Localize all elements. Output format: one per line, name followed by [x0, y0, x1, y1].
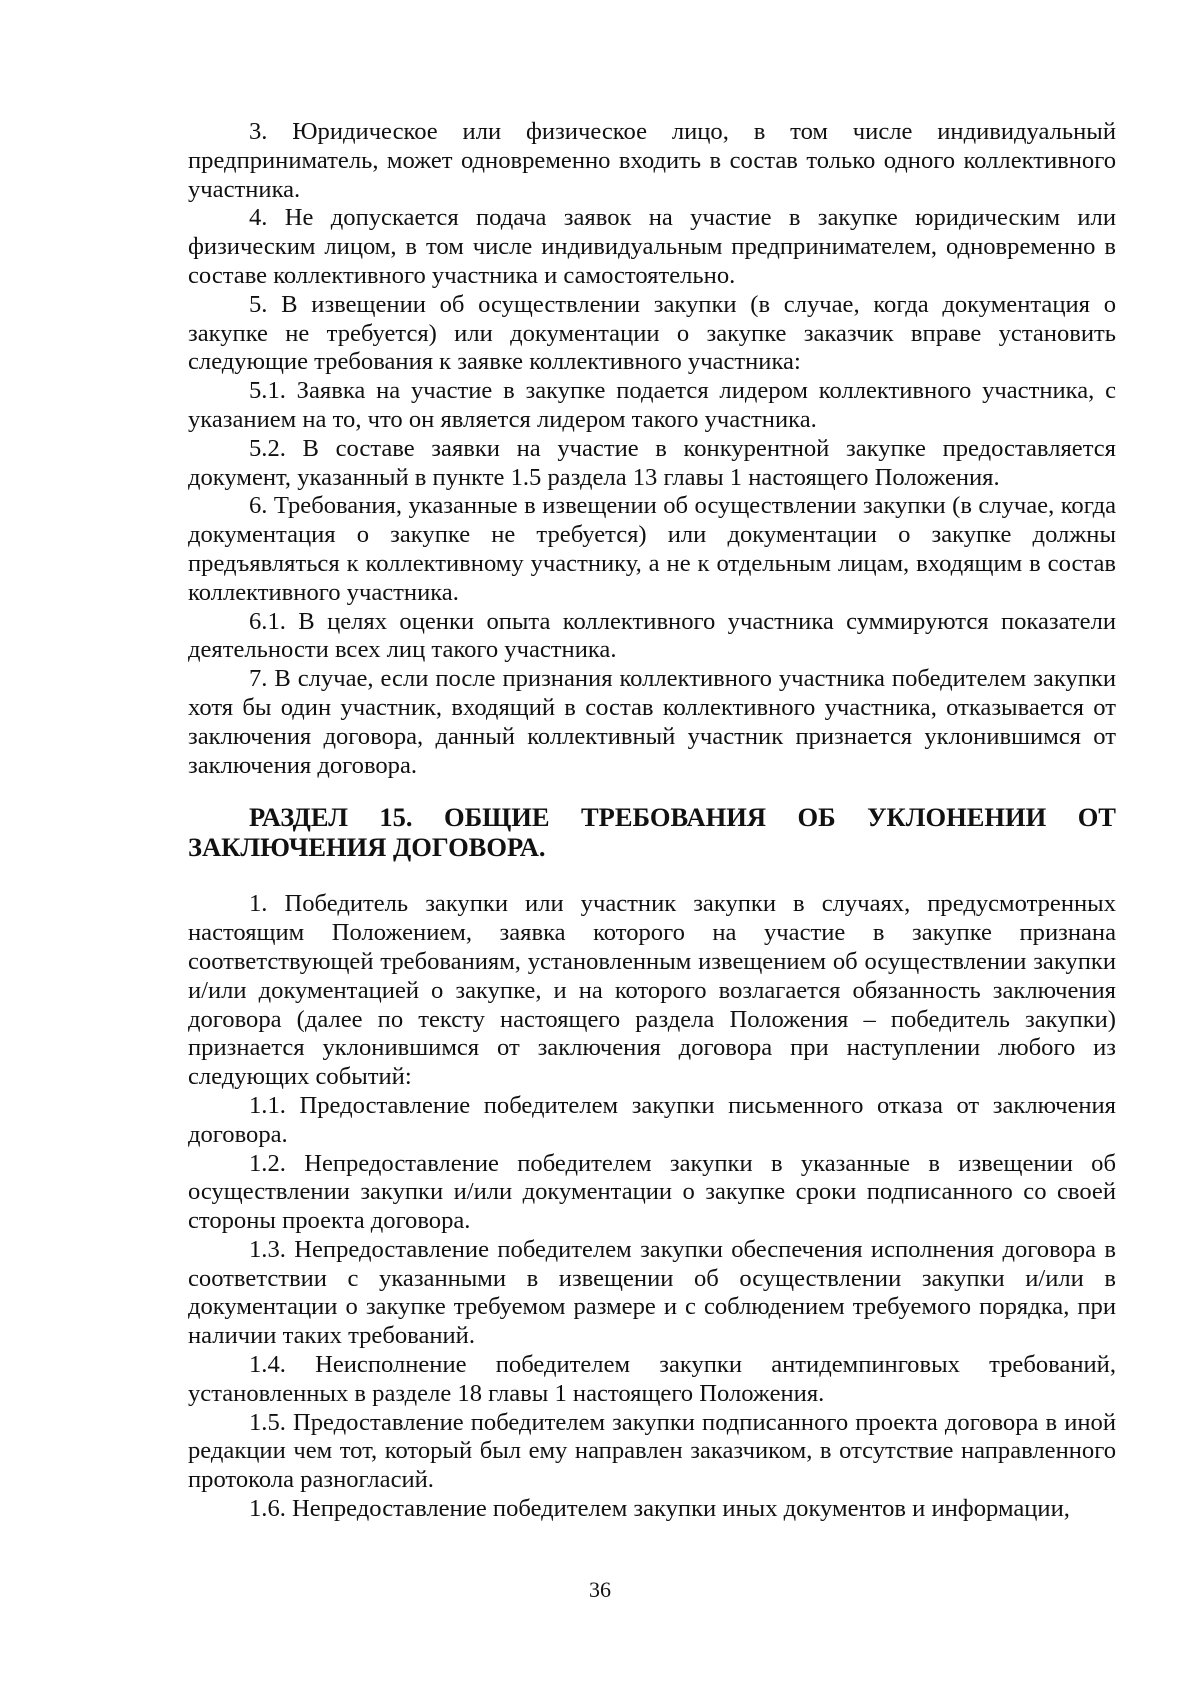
- paragraph-4: 4. Не допускается подача заявок на участие в закупке юридическим или физическим лицом, в том числе индивидуальным предпринимателем, одновременно в составе коллективного участника и самостоятельно.: [188, 204, 1116, 289]
- section-paragraph-1-6: 1.6. Непредоставление победителем закупки иных документов и информации,: [249, 1495, 1070, 1523]
- paragraph-7: 7. В случае, если после признания коллективного участника победителем закупки хотя бы один участник, входящий в состав коллективного участника, отказывается от заключения договора, данный коллективный участник признается уклонившимся от заключения договора.: [188, 665, 1116, 779]
- paragraph-3: 3. Юридическое или физическое лицо, в том числе индивидуальный предприниматель, может одновременно входить в состав только одного коллективного участника.: [188, 118, 1116, 203]
- section-paragraph-1-4: 1.4. Неисполнение победителем закупки антидемпинговых требований, установленных в разделе 18 главы 1 настоящего Положения.: [188, 1351, 1116, 1407]
- paragraph-5-1: 5.1. Заявка на участие в закупке подается лидером коллективного участника, с указанием на то, что он является лидером такого участника.: [188, 377, 1116, 433]
- paragraph-5: 5. В извещении об осуществлении закупки (в случае, когда документация о закупке не требуется) или документации о закупке заказчик вправе установить следующие требования к заявке коллективного участника:: [188, 290, 1116, 376]
- section-paragraph-1: 1. Победитель закупки или участник закупки в случаях, предусмотренных настоящим Положением, заявка которого на участие в закупке признана соответствующей требованиям, установленным извещением об осуществлении закупки и/или документацией о закупке, и на которого возлагается обязанность заключения договора (далее по тексту настоящего раздела Положения – победитель закупки) признается уклонившимся от заключения договора при наступлении любого из следующих событий:: [188, 890, 1116, 1091]
- section-paragraph-1-3: 1.3. Непредоставление победителем закупки обеспечения исполнения договора в соответствии с указанными в извещении об осуществлении закупки и/или в документации о закупке требуемом размере и с соблюдением требуемого порядка, при наличии таких требований.: [188, 1235, 1116, 1350]
- section-paragraph-1-5: 1.5. Предоставление победителем закупки подписанного проекта договора в иной редакции чем тот, который был ему направлен заказчиком, в отсутствие направленного протокола разногласий.: [188, 1408, 1116, 1494]
- section-paragraph-1-2: 1.2. Непредоставление победителем закупки в указанные в извещении об осуществлении закупки и/или документации о закупке сроки подписанного со своей стороны проекта договора.: [188, 1149, 1116, 1235]
- page-number: 36: [589, 1577, 611, 1602]
- section-heading: РАЗДЕЛ 15. ОБЩИЕ ТРЕБОВАНИЯ ОБ УКЛОНЕНИИ ОТ ЗАКЛЮЧЕНИЯ ДОГОВОРА.: [188, 802, 1116, 863]
- paragraph-6-1: 6.1. В целях оценки опыта коллективного участника суммируются показатели деятельности всех лиц такого участника.: [188, 607, 1116, 664]
- paragraph-6: 6. Требования, указанные в извещении об осуществлении закупки (в случае, когда документация о закупке не требуется) или документации о закупке должны предъявляться к коллективному участнику, а не к отдельным лицам, входящим в состав коллективного участника.: [188, 492, 1116, 606]
- page-content: [188, 118, 1116, 1524]
- section-paragraph-1-1: 1.1. Предоставление победителем закупки письменного отказа от заключения договора.: [188, 1091, 1116, 1148]
- paragraph-5-2: 5.2. В составе заявки на участие в конкурентной закупке предоставляется документ, указанный в пункте 1.5 раздела 13 главы 1 настоящего Положения.: [188, 434, 1116, 491]
